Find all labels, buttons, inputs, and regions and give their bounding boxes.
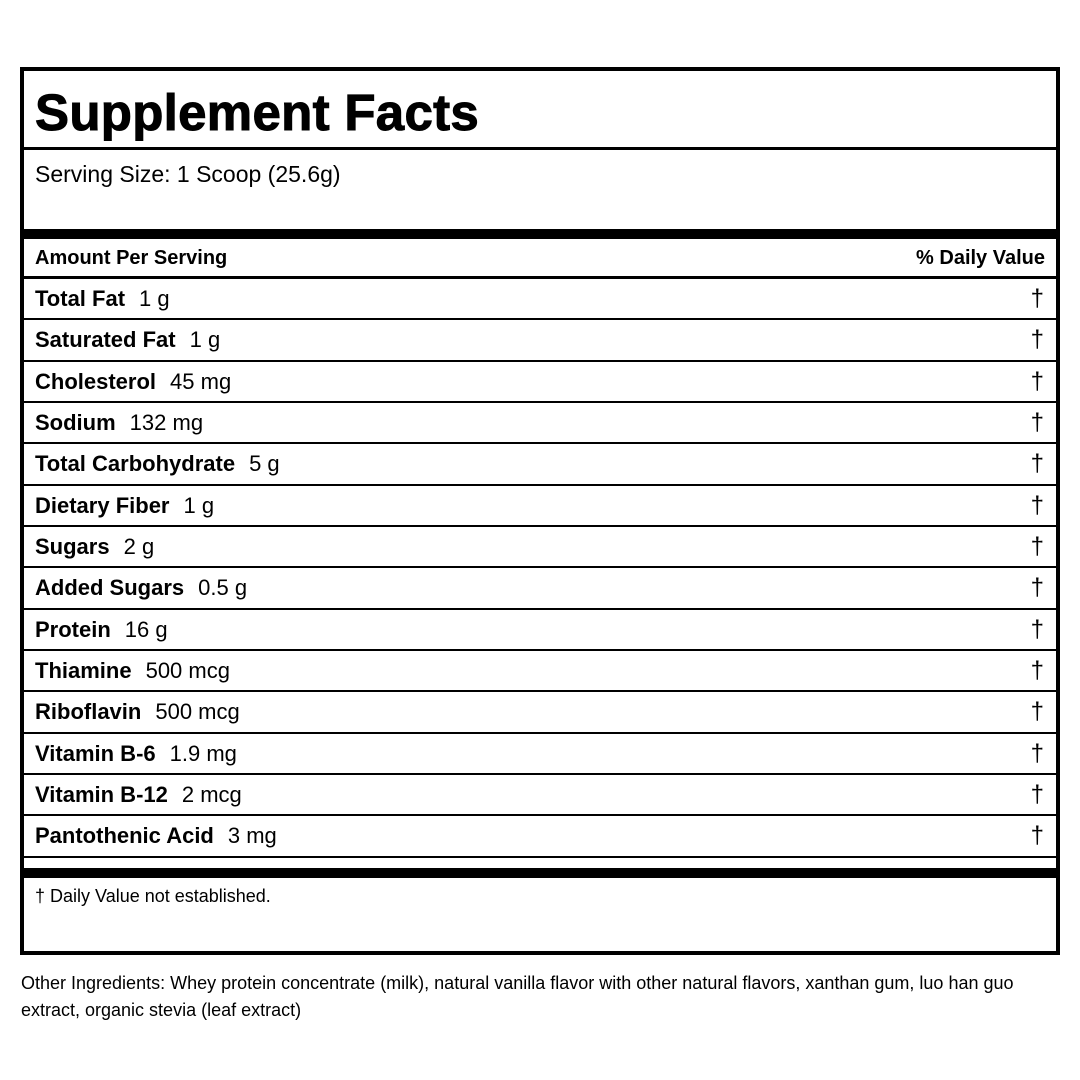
divider-thick-top	[24, 229, 1056, 239]
nutrient-name	[35, 329, 220, 351]
nutrient-amount: 45 mg	[170, 368, 232, 394]
nutrient-label: Total Carbohydrate	[35, 451, 236, 477]
nutrient-label: Sodium	[35, 410, 116, 436]
daily-value-dagger: †	[1030, 698, 1044, 726]
divider-thick-bottom	[24, 868, 1056, 878]
nutrient-amount: 3 mg	[227, 823, 277, 849]
nutrient-row	[24, 279, 1056, 320]
nutrient-label: Riboflavin	[35, 699, 142, 725]
daily-value-dagger: †	[1030, 533, 1044, 561]
daily-value-dagger: †	[1030, 739, 1044, 767]
serving-size: Serving Size: 1 Scoop (25.6g)	[35, 161, 341, 187]
daily-value-dagger: †	[1030, 450, 1044, 478]
nutrient-amount: 500 mcg	[145, 658, 230, 684]
nutrient-amount: 2 mcg	[181, 782, 242, 808]
nutrient-row	[24, 610, 1056, 651]
nutrient-name	[35, 701, 240, 723]
nutrient-name	[35, 825, 277, 847]
nutrient-label: Protein	[35, 616, 111, 642]
nutrient-name	[35, 368, 232, 394]
nutrient-label: Added Sugars	[35, 575, 185, 601]
nutrient-label: Vitamin B-12	[35, 782, 168, 808]
nutrient-amount: 1.9 mg	[169, 740, 237, 766]
title-row	[24, 71, 1056, 150]
nutrient-name	[35, 660, 230, 682]
nutrient-amount: 1 g	[189, 327, 221, 353]
nutrient-label: Sugars	[35, 534, 110, 560]
nutrient-label: Vitamin B-6	[35, 740, 156, 766]
nutrient-row	[24, 734, 1056, 775]
daily-value-dagger: †	[1030, 822, 1044, 850]
nutrient-row	[24, 651, 1056, 692]
other-ingredients: Other Ingredients: Whey protein concentrate (milk), natural vanilla flavor with other natural flavors, xanthan gum, luo han guo extract, organic stevia (leaf extract)	[21, 973, 1014, 1020]
daily-value-dagger: †	[1030, 326, 1044, 354]
nutrient-amount: 0.5 g	[198, 575, 248, 601]
daily-value-dagger: †	[1030, 574, 1044, 602]
nutrient-name	[35, 740, 237, 766]
nutrient-row	[24, 362, 1056, 403]
daily-value-dagger: †	[1030, 781, 1044, 809]
panel-title: Supplement Facts	[35, 84, 480, 141]
nutrient-list	[24, 279, 1056, 858]
daily-value-dagger: †	[1030, 615, 1044, 643]
daily-value-dagger: †	[1030, 409, 1044, 437]
nutrient-name	[35, 492, 215, 518]
nutrient-label: Total Fat	[35, 286, 126, 311]
nutrient-name	[35, 412, 203, 434]
nutrient-label: Dietary Fiber	[35, 492, 170, 518]
daily-value-footnote: † Daily Value not established.	[35, 886, 271, 906]
daily-value-header: % Daily Value	[916, 247, 1045, 269]
daily-value-dagger: †	[1030, 285, 1044, 312]
nutrient-row	[24, 692, 1056, 733]
nutrient-amount: 5 g	[249, 451, 280, 477]
nutrient-label: Cholesterol	[35, 368, 157, 394]
nutrient-row	[24, 816, 1056, 857]
nutrient-row	[24, 486, 1056, 527]
nutrient-amount: 2 g	[123, 534, 155, 560]
nutrient-label: Saturated Fat	[35, 327, 176, 353]
supplement-facts-panel	[20, 67, 1060, 955]
nutrient-name	[35, 577, 247, 599]
nutrient-name	[35, 288, 170, 310]
nutrient-amount: 1 g	[183, 492, 215, 518]
nutrient-name	[35, 616, 168, 642]
nutrient-amount: 16 g	[124, 616, 168, 642]
daily-value-dagger: †	[1030, 367, 1044, 395]
nutrient-label: Pantothenic Acid	[35, 823, 214, 849]
nutrient-row	[24, 403, 1056, 444]
nutrient-name	[35, 536, 154, 558]
amount-per-serving-row	[24, 239, 1056, 279]
nutrient-row	[24, 527, 1056, 568]
daily-value-dagger: †	[1030, 657, 1044, 685]
nutrient-row	[24, 775, 1056, 816]
nutrient-amount: 500 mcg	[155, 699, 240, 725]
nutrient-name	[35, 784, 242, 806]
nutrient-amount: 132 mg	[129, 410, 204, 436]
nutrient-label: Thiamine	[35, 658, 132, 684]
nutrient-amount: 1 g	[139, 286, 170, 311]
nutrient-row	[24, 320, 1056, 361]
daily-value-dagger: †	[1030, 491, 1044, 519]
nutrient-name	[35, 453, 280, 475]
amount-per-serving-label: Amount Per Serving	[35, 247, 228, 269]
nutrient-row	[24, 568, 1056, 609]
nutrient-row	[24, 444, 1056, 485]
